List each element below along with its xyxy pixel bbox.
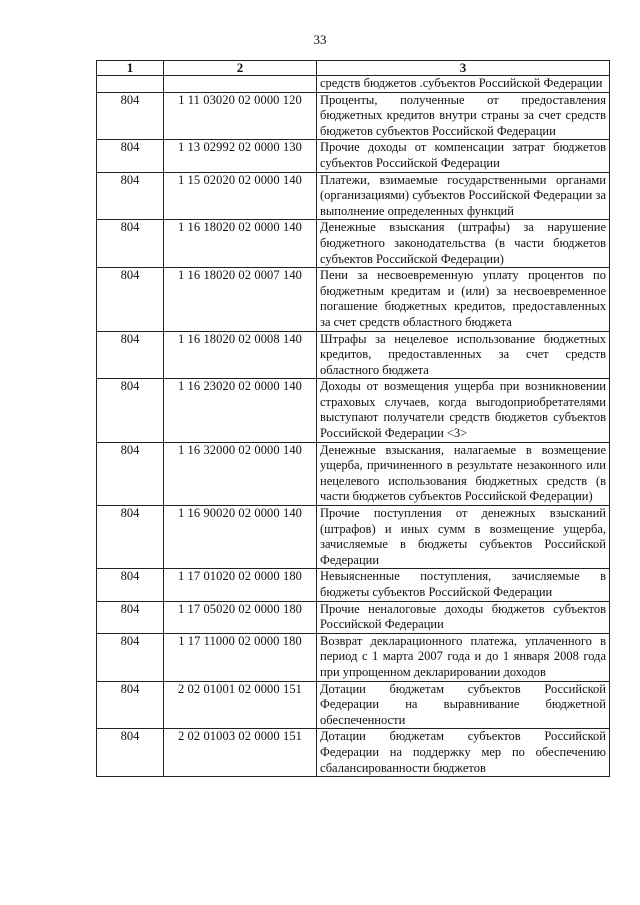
revenue-description-cell: Прочие неналоговые доходы бюджетов субъектов Российской Федерации: [317, 601, 610, 633]
table-row: [97, 506, 610, 569]
table-row: [97, 268, 610, 331]
admin-code-cell: 804: [97, 140, 164, 172]
revenue-description-cell: Возврат декларационного платежа, уплаченного в период с 1 марта 2007 года и до 1 января 2008 года при упрощенном декларировании доходов: [317, 633, 610, 681]
revenue-description-cell: Денежные взыскания, налагаемые в возмещение ущерба, причиненного в результате незаконного или нецелевого использования бюджетных средств (в части бюджетов субъектов Российской Федерации): [317, 442, 610, 505]
revenue-description-cell: Проценты, полученные от предоставления бюджетных кредитов внутри страны за счет средств бюджетов субъектов Российской Федерации: [317, 92, 610, 140]
revenue-code-cell: 1 16 23020 02 0000 140: [164, 379, 317, 442]
admin-code-cell: 804: [97, 506, 164, 569]
revenue-description-cell: Дотации бюджетам субъектов Российской Федерации на выравнивание бюджетной обеспеченности: [317, 681, 610, 729]
admin-code-cell: 804: [97, 331, 164, 379]
admin-code-cell: 804: [97, 633, 164, 681]
table-row: [97, 220, 610, 268]
revenue-code-cell: 1 16 18020 02 0008 140: [164, 331, 317, 379]
revenue-code-cell: 2 02 01001 02 0000 151: [164, 681, 317, 729]
revenue-code-cell: 2 02 01003 02 0000 151: [164, 729, 317, 777]
table-row: [97, 681, 610, 729]
admin-code-cell: 804: [97, 601, 164, 633]
revenue-description-cell: Прочие доходы от компенсации затрат бюджетов субъектов Российской Федерации: [317, 140, 610, 172]
table-row: [97, 140, 610, 172]
revenue-code-cell: 1 11 03020 02 0000 120: [164, 92, 317, 140]
revenue-code-cell: 1 16 32000 02 0000 140: [164, 442, 317, 505]
admin-code-cell: [97, 76, 164, 93]
revenue-code-cell: 1 16 18020 02 0007 140: [164, 268, 317, 331]
admin-code-cell: 804: [97, 92, 164, 140]
column-header-1: 1: [97, 61, 164, 76]
revenue-description-cell: Штрафы за нецелевое использование бюджетных кредитов, предоставленных за счет средств областного бюджета: [317, 331, 610, 379]
admin-code-cell: 804: [97, 220, 164, 268]
admin-code-cell: 804: [97, 569, 164, 601]
revenue-code-cell: 1 13 02992 02 0000 130: [164, 140, 317, 172]
column-header-2: 2: [164, 61, 317, 76]
table-row: [97, 729, 610, 777]
table-row: [97, 633, 610, 681]
revenue-codes-table: [96, 60, 610, 777]
revenue-description-cell: Пени за несвоевременную уплату процентов по бюджетным кредитам и (или) за несвоевременное погашение бюджетных кредитов, предоставленных за счет средств областного бюджета: [317, 268, 610, 331]
revenue-description-cell: Платежи, взимаемые государственными органами (организациями) субъектов Российской Федерации за выполнение определенных функций: [317, 172, 610, 220]
revenue-code-cell: 1 16 18020 02 0000 140: [164, 220, 317, 268]
table-row: [97, 331, 610, 379]
table-header-row: [97, 61, 610, 76]
table-row: [97, 442, 610, 505]
table-row: [97, 569, 610, 601]
revenue-description-cell: Дотации бюджетам субъектов Российской Федерации на поддержку мер по обеспечению сбалансированности бюджетов: [317, 729, 610, 777]
table-row: [97, 92, 610, 140]
revenue-description-cell: Доходы от возмещения ущерба при возникновении страховых случаев, когда выгодоприобретателями выступают получатели средств бюджетов субъектов Российской Федерации <3>: [317, 379, 610, 442]
revenue-code-cell: 1 17 01020 02 0000 180: [164, 569, 317, 601]
revenue-description-cell: Денежные взыскания (штрафы) за нарушение бюджетного законодательства (в части бюджетов субъектов Российской Федерации): [317, 220, 610, 268]
admin-code-cell: 804: [97, 442, 164, 505]
column-header-3: 3: [317, 61, 610, 76]
revenue-description-cell: Прочие поступления от денежных взысканий (штрафов) и иных сумм в возмещение ущерба, зачисляемые в бюджеты субъектов Российской Федерации: [317, 506, 610, 569]
revenue-code-cell: 1 15 02020 02 0000 140: [164, 172, 317, 220]
admin-code-cell: 804: [97, 172, 164, 220]
admin-code-cell: 804: [97, 268, 164, 331]
revenue-code-cell: 1 16 90020 02 0000 140: [164, 506, 317, 569]
revenue-code-cell: 1 17 11000 02 0000 180: [164, 633, 317, 681]
admin-code-cell: 804: [97, 681, 164, 729]
table-row: [97, 601, 610, 633]
revenue-description-cell: Невыясненные поступления, зачисляемые в бюджеты субъектов Российской Федерации: [317, 569, 610, 601]
revenue-description-cell: средств бюджетов .субъектов Российской Федерации: [317, 76, 610, 93]
table-row: [97, 172, 610, 220]
admin-code-cell: 804: [97, 379, 164, 442]
admin-code-cell: 804: [97, 729, 164, 777]
table-row: [97, 76, 610, 93]
revenue-code-cell: [164, 76, 317, 93]
revenue-code-cell: 1 17 05020 02 0000 180: [164, 601, 317, 633]
table-row: [97, 379, 610, 442]
page-number: 33: [313, 32, 327, 47]
